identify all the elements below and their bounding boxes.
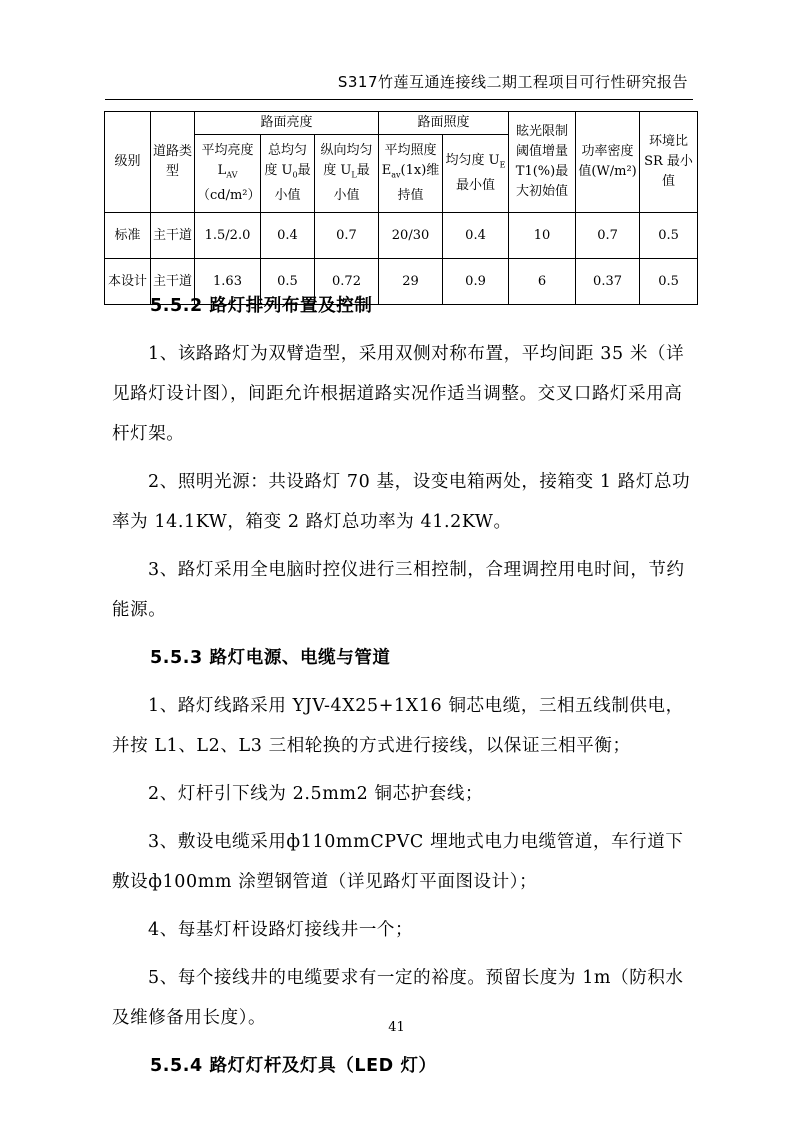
cell-illuminance-uniformity: 0.9 xyxy=(443,259,509,305)
cell-env-ratio: 0.5 xyxy=(640,213,698,259)
cell-road-type: 主干道 xyxy=(151,213,195,259)
header-luminance-group: 路面亮度 xyxy=(195,112,379,135)
cell-longitudinal-uniformity: 0.72 xyxy=(315,259,379,305)
table-row xyxy=(105,213,698,259)
header-glare: 眩光限制阈值增量 T1(%)最大初始值 xyxy=(509,112,576,213)
header-longitudinal-uniformity: 纵向均匀度 $U_L$最小值 xyxy=(315,135,379,213)
section-body xyxy=(112,286,693,1086)
cell-glare: 10 xyxy=(509,213,576,259)
cell-avg-luminance: 1.5/2.0 xyxy=(195,213,261,259)
paragraph: 2、灯杆引下线为 2.5mm2 铜芯护套线； xyxy=(148,784,484,804)
cell-avg-illuminance: 29 xyxy=(379,259,443,305)
header-env-ratio: 环境比 SR 最小值 xyxy=(640,112,698,213)
cell-road-type: 主干道 xyxy=(151,259,195,305)
report-header-title: S317竹莲互通连接线二期工程项目可行性研究报告 xyxy=(337,73,688,91)
section-title-5-5-4: 5.5.4 路灯灯杆及灯具（LED 灯） xyxy=(150,1056,437,1076)
table-header-row-1 xyxy=(105,112,698,135)
header-divider xyxy=(105,99,693,100)
header-road-type: 道路类型 xyxy=(151,112,195,213)
header-total-uniformity: 总均匀度 $U_0$最小值 xyxy=(261,135,315,213)
paragraph: 3、敷设电缆采用ф110mmCPVC 埋地式电力电缆管道，车行道下敷设ф100mm 涂塑钢管道（详见路灯平面图设计）； xyxy=(112,832,684,892)
paragraph: 2、照明光源：共设路灯 70 基，设变电箱两处，接箱变 1 路灯总功率为 14.1KW，箱变 2 路灯总功率为 41.2KW。 xyxy=(112,472,691,532)
header-level: 级别 xyxy=(105,112,151,213)
lighting-standards-table xyxy=(104,111,698,305)
paragraph: 5、每个接线井的电缆要求有一定的裕度。预留长度为 1m（防积水及维修备用长度）。 xyxy=(112,968,684,1028)
header-avg-luminance: 平均亮度 $L_{AV}(cd/m^2)$ xyxy=(195,135,261,213)
cell-power-density: 0.7 xyxy=(576,213,640,259)
header-illuminance-uniformity: 均匀度 $U_E$ 最小值 xyxy=(443,135,509,213)
cell-level: 标准 xyxy=(105,213,151,259)
cell-power-density: 0.37 xyxy=(576,259,640,305)
paragraph: 4、每基灯杆设路灯接线井一个； xyxy=(148,920,414,940)
paragraph: 3、路灯采用全电脑时控仪进行三相控制，合理调控用电时间，节约能源。 xyxy=(112,560,685,620)
paragraph: 1、路灯线路采用 YJV-4X25+1X16 铜芯电缆，三相五线制供电，并按 L1、L2、L3 三相轮换的方式进行接线，以保证三相平衡； xyxy=(112,696,684,756)
cell-env-ratio: 0.5 xyxy=(640,259,698,305)
section-title-5-5-3: 5.5.3 路灯电源、电缆与管道 xyxy=(150,648,391,668)
cell-illuminance-uniformity: 0.4 xyxy=(443,213,509,259)
cell-total-uniformity: 0.5 xyxy=(261,259,315,305)
page-number: 41 xyxy=(388,1020,405,1035)
cell-avg-illuminance: 20/30 xyxy=(379,213,443,259)
cell-longitudinal-uniformity: 0.7 xyxy=(315,213,379,259)
cell-level: 本设计 xyxy=(105,259,151,305)
header-avg-illuminance: 平均照度 $E_{av}(1x)$维持值 xyxy=(379,135,443,213)
section-title-5-5-2: 5.5.2 路灯排列布置及控制 xyxy=(150,296,373,316)
cell-glare: 6 xyxy=(509,259,576,305)
header-illuminance-group: 路面照度 xyxy=(379,112,509,135)
header-power-density: 功率密度值(W/m²) xyxy=(576,112,640,213)
cell-avg-luminance: 1.63 xyxy=(195,259,261,305)
paragraph: 1、该路路灯为双臂造型，采用双侧对称布置，平均间距 35 米（详见路灯设计图），间距允许根据道路实况作适当调整。交叉口路灯采用高杆灯架。 xyxy=(112,344,685,444)
cell-total-uniformity: 0.4 xyxy=(261,213,315,259)
